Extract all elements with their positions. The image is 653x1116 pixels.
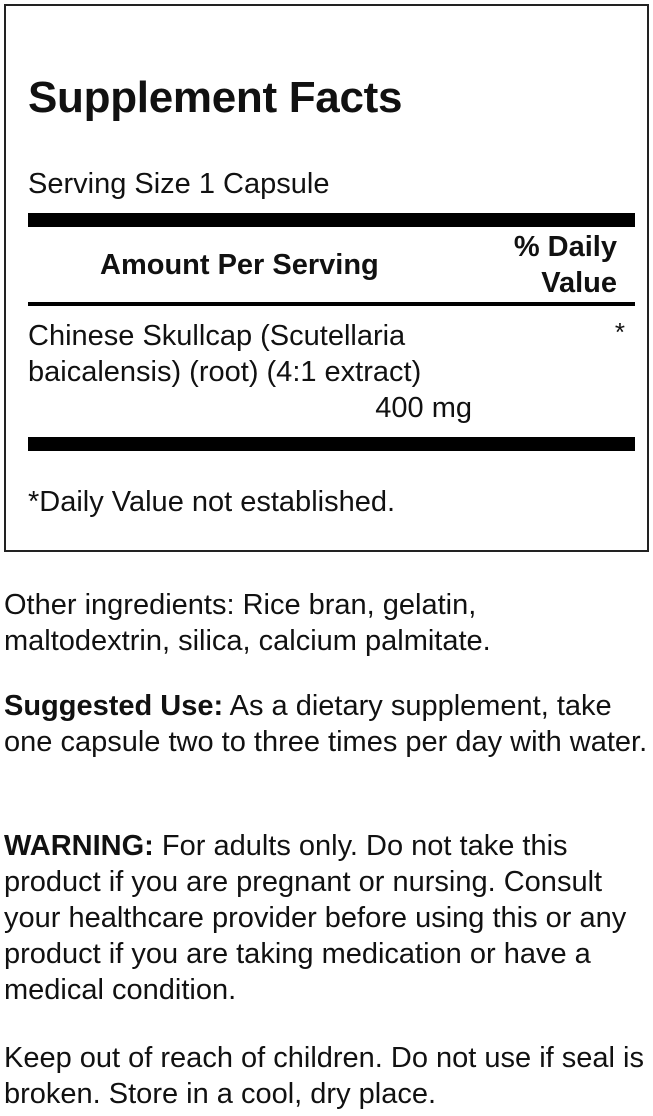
warning-label: WARNING: xyxy=(4,830,154,862)
storage-text: Keep out of reach of children. Do not use if seal is broken. Store in a cool, dry place. xyxy=(4,1042,644,1110)
daily-value-header-line2: Value xyxy=(541,267,617,299)
facts-title: Supplement Facts xyxy=(28,73,403,122)
ingredient-amount: 400 mg xyxy=(375,392,472,424)
daily-value-footnote: *Daily Value not established. xyxy=(28,486,396,518)
serving-size: Serving Size 1 Capsule xyxy=(28,168,330,200)
divider-thin xyxy=(28,302,635,306)
other-ingredients-text: Other ingredients: Rice bran, gelatin, maltodextrin, silica, calcium palmitate. xyxy=(4,589,491,657)
divider-thick-top xyxy=(28,213,635,227)
warning-text: For adults only. Do not take this product if you are pregnant or nursing. Consult your healthcare provider before using this or any product if you are taking medication or have a medical condition. xyxy=(4,830,627,1006)
ingredient-daily-value: * xyxy=(614,317,625,347)
divider-thick-bottom xyxy=(28,437,635,451)
daily-value-header xyxy=(437,229,617,301)
ingredient-name-line2: baicalensis) (root) (4:1 extract) xyxy=(28,356,422,388)
supplement-facts-panel xyxy=(4,4,649,552)
suggested-use-text: As a dietary supplement, take one capsule two to three times per day with water. xyxy=(4,690,648,758)
warning xyxy=(4,828,650,1008)
storage-instructions xyxy=(4,1040,650,1112)
suggested-use-label: Suggested Use: xyxy=(4,690,224,722)
other-ingredients xyxy=(4,587,650,659)
ingredient-name xyxy=(28,318,498,390)
ingredient-name-line1: Chinese Skullcap (Scutellaria xyxy=(28,320,406,352)
amount-per-serving-header: Amount Per Serving xyxy=(100,249,379,281)
suggested-use xyxy=(4,688,650,760)
daily-value-header-line1: % Daily xyxy=(513,231,617,263)
